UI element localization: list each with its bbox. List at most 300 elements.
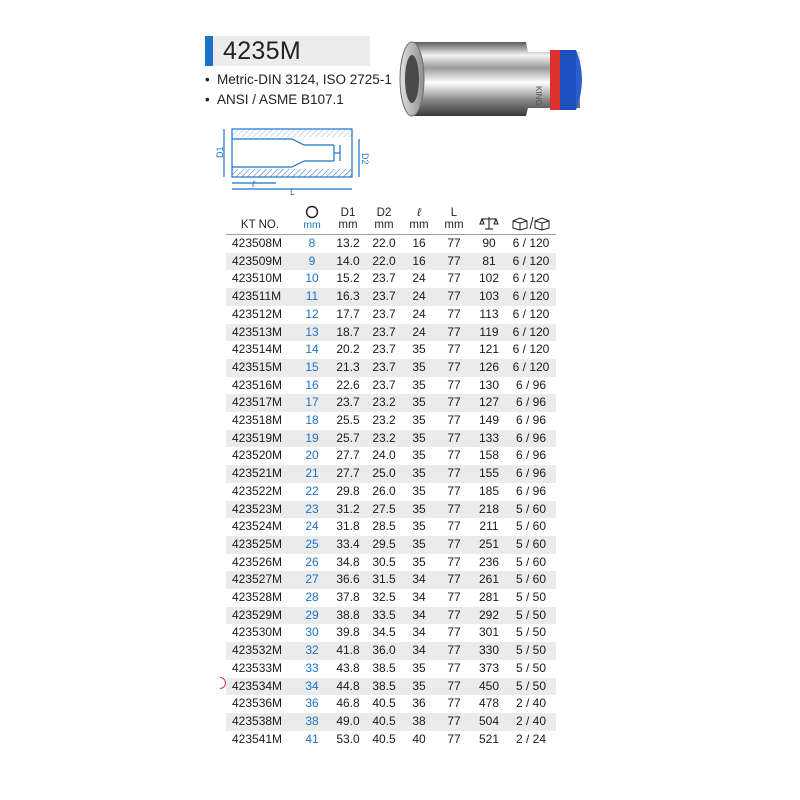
cell-l: 77 [436,642,472,660]
cell-l-small: 16 [412,236,426,250]
cell-kt-no: 423525M [226,536,294,554]
cell-weight: 185 [478,483,500,498]
cell-size: 8 [308,236,316,250]
cell-d2: 23.2 [366,394,402,412]
header-l-unit: mm [444,219,464,231]
table-row [226,731,556,749]
cell-size: 9 [294,253,330,271]
cell-kt-no: 423509M [226,253,294,271]
cell-d1: 34.8 [336,554,360,569]
header-d1-unit: mm [338,219,358,231]
cell-d1: 21.3 [330,359,366,377]
cell-weight: 211 [479,519,499,534]
cell-d1: 39.8 [336,625,360,640]
header-d2 [366,203,402,235]
cell-weight: 281 [478,590,500,605]
table-row [226,324,556,342]
cell-d2: 31.5 [366,571,402,589]
spec-text-1: Metric-DIN 3124, ISO 2725-1 [217,72,392,87]
cell-weight: 130 [478,377,500,392]
cell-l: 77 [447,306,461,321]
drawing-l-small-label: ℓ [252,179,255,189]
cell-d2: 27.5 [366,501,402,519]
cell-size: 34 [294,678,330,696]
drawing-l-label: L [290,187,296,195]
cell-l: 77 [447,590,461,605]
cell-size: 23 [294,501,330,519]
cell-weight: 126 [472,359,506,377]
cell-packing: 6 / 120 [506,288,556,306]
product-title: 4235M [223,37,301,65]
cell-packing: 5 / 60 [506,571,556,589]
cell-weight: 133 [472,430,506,448]
header-d2-unit: mm [374,219,394,231]
cell-d1: 15.2 [336,271,360,286]
cell-weight: 301 [478,625,500,640]
cell-packing: 6 / 120 [512,342,550,357]
cell-l-small: 34 [412,625,426,640]
spec-line-2: • ANSI / ASME B107.1 [205,92,344,107]
cell-d2: 30.5 [372,554,396,569]
spec-text-2: ANSI / ASME B107.1 [217,92,344,107]
table-row [226,359,556,377]
socket-circle-icon [305,205,319,219]
cell-weight: 155 [472,465,506,483]
cell-size: 25 [294,536,330,554]
cell-d2: 26.0 [372,483,396,498]
cell-d1: 31.8 [336,519,360,534]
table-row [226,678,556,696]
cell-kt-no: 423516M [232,377,283,392]
cell-d2: 23.7 [366,324,402,342]
cell-packing: 5 / 60 [506,501,556,519]
cell-l: 77 [436,288,472,306]
cell-d2: 38.5 [366,678,402,696]
header-d2-label: D2 [376,207,392,219]
cell-l-small: 35 [412,342,426,357]
cell-kt-no: 423514M [232,342,283,357]
cell-l-small: 36 [412,696,426,711]
table-row [226,554,556,572]
cell-kt-no: 423529M [226,607,294,625]
cell-size: 28 [305,590,319,605]
cell-d2: 36.0 [366,642,402,660]
cell-weight: 103 [472,288,506,306]
cell-size: 10 [305,271,319,286]
header-packing [506,203,556,235]
cell-size: 22 [305,483,319,498]
cell-l: 77 [436,253,472,271]
table-row [226,377,556,395]
cell-weight: 158 [478,448,500,463]
cell-l: 77 [447,660,461,675]
cell-packing: 6 / 120 [512,306,550,321]
cell-l-small: 38 [402,713,436,731]
table-header-row [226,203,556,235]
cell-d2: 23.2 [372,413,396,428]
header-l-small [402,203,436,235]
cell-d2: 28.5 [372,519,396,534]
table-row [226,430,556,448]
cell-l-small: 35 [412,413,426,428]
cell-d2: 33.5 [366,607,402,625]
cell-packing: 6 / 96 [515,413,547,428]
cell-l: 77 [436,394,472,412]
cell-kt-no: 423534M [226,678,294,696]
table-row [226,465,556,483]
product-title-bar [205,36,370,66]
cell-d2: 40.5 [366,713,402,731]
cell-weight: 149 [478,413,500,428]
cell-d2: 23.7 [372,342,396,357]
cell-size: 13 [294,324,330,342]
cell-size: 20 [305,448,319,463]
cell-weight: 119 [472,324,506,342]
cell-size: 11 [294,288,330,306]
cell-l: 77 [447,625,461,640]
cell-size: 38 [294,713,330,731]
cell-kt-no: 423528M [232,590,283,605]
cell-l-small: 34 [402,607,436,625]
cell-d1: 46.8 [336,696,360,711]
spec-line-1: • Metric-DIN 3124, ISO 2725-1 [205,72,392,87]
cell-d2: 29.5 [366,536,402,554]
cell-l: 77 [436,536,472,554]
cell-l-small: 35 [412,377,426,392]
cell-size: 33 [305,660,319,675]
cell-weight: 81 [472,253,506,271]
socket-photo [398,38,593,125]
cell-kt-no: 423527M [226,571,294,589]
cell-l-small: 34 [412,590,426,605]
cell-packing: 6 / 96 [506,394,556,412]
table-row [226,501,556,519]
cell-l-small: 24 [402,288,436,306]
cell-weight: 261 [472,571,506,589]
table-row [226,235,556,253]
header-l [436,203,472,235]
cell-kt-no: 423515M [226,359,294,377]
cell-packing: 5 / 50 [506,607,556,625]
cell-weight: 504 [472,713,506,731]
cell-l-small: 35 [402,501,436,519]
cell-d2: 23.7 [372,271,396,286]
cell-size: 24 [305,519,319,534]
cell-d1: 22.6 [336,377,360,392]
cell-l: 77 [436,571,472,589]
cell-d1: 49.0 [330,713,366,731]
header-kt-no [226,203,294,235]
cell-size: 26 [305,554,319,569]
cell-d1: 31.2 [330,501,366,519]
cell-l-small: 35 [412,519,426,534]
cell-d1: 29.8 [336,483,360,498]
cell-d1: 16.3 [330,288,366,306]
cell-kt-no: 423526M [232,554,283,569]
cell-kt-no: 423524M [232,519,283,534]
cell-d1: 23.7 [330,394,366,412]
cell-d2: 22.0 [366,253,402,271]
cell-d1: 27.7 [330,465,366,483]
header-kt-no-label: KT NO. [240,219,280,231]
cell-d1: 27.7 [336,448,360,463]
cell-d2: 23.7 [372,377,396,392]
cell-d1: 18.7 [330,324,366,342]
drawing-d2-label: D2 [360,153,370,165]
cell-l: 77 [447,271,461,286]
cell-l-small: 35 [402,536,436,554]
header-l-small-label: ℓ [417,207,421,219]
cell-l: 77 [447,377,461,392]
title-accent-bar [205,36,213,66]
cell-d1: 25.5 [336,413,360,428]
cell-l-small: 35 [412,448,426,463]
table-row [226,660,556,678]
cell-size: 29 [294,607,330,625]
cell-l: 77 [447,413,461,428]
cell-l: 77 [436,430,472,448]
cell-weight: 90 [482,236,496,250]
cell-size: 15 [294,359,330,377]
cell-packing: 6 / 120 [506,324,556,342]
cell-d1: 38.8 [330,607,366,625]
cell-kt-no: 423530M [232,625,283,640]
cell-d2: 23.7 [366,288,402,306]
cell-weight: 102 [478,271,500,286]
cell-d2: 24.0 [372,448,396,463]
cell-kt-no: 423538M [226,713,294,731]
table-row [226,447,556,465]
cell-l-small: 34 [402,571,436,589]
cell-l: 77 [447,554,461,569]
cell-packing: 5 / 60 [515,554,547,569]
cell-l-small: 16 [402,253,436,271]
cell-packing: 2 / 40 [515,696,547,711]
cell-kt-no: 423518M [232,413,283,428]
cell-d1: 20.2 [336,342,360,357]
table-row [226,253,556,271]
cell-d1: 17.7 [336,306,360,321]
cell-d2: 32.5 [372,590,396,605]
cell-packing: 5 / 60 [506,536,556,554]
scale-icon [479,215,499,231]
cell-l-small: 40 [412,731,426,746]
cell-l-small: 35 [402,430,436,448]
cell-weight: 113 [479,306,499,321]
cell-l-small: 24 [412,306,426,321]
cell-l: 77 [447,342,461,357]
cell-kt-no: 423510M [232,271,283,286]
cell-kt-no: 423532M [226,642,294,660]
cell-d2: 22.0 [372,236,396,250]
cell-l-small: 35 [412,483,426,498]
cell-d2: 25.0 [366,465,402,483]
cell-packing: 5 / 50 [506,642,556,660]
cell-d2: 23.7 [372,306,396,321]
header-d1-label: D1 [340,207,356,219]
cell-packing: 6 / 96 [506,465,556,483]
cell-kt-no: 423512M [232,306,283,321]
cell-packing: 6 / 120 [512,236,550,250]
cell-size: 14 [305,342,319,357]
cell-size: 19 [294,430,330,448]
header-l-label: L [450,207,458,219]
cell-kt-no: 423511M [226,288,294,306]
cell-size: 30 [305,625,319,640]
cell-kt-no: 423533M [232,660,283,675]
table-row [226,270,556,288]
cell-weight: 330 [472,642,506,660]
table-row [226,536,556,554]
cell-packing: 2 / 24 [515,731,547,746]
cell-l: 77 [436,465,472,483]
cell-d1: 33.4 [330,536,366,554]
cell-l-small: 35 [412,660,426,675]
cell-size: 16 [305,377,319,392]
cell-l-small: 34 [402,642,436,660]
cell-size: 12 [305,306,319,321]
table-row [226,607,556,625]
cell-l: 77 [436,359,472,377]
cell-d1: 25.7 [330,430,366,448]
cell-kt-no: 423521M [226,465,294,483]
cell-packing: 2 / 40 [506,713,556,731]
table-row [226,483,556,501]
cell-d1: 13.2 [336,236,360,250]
cell-kt-no: 423522M [232,483,283,498]
cell-d2: 23.2 [366,430,402,448]
cell-d1: 14.0 [330,253,366,271]
cell-size: 41 [305,731,319,746]
cell-packing: 6 / 96 [515,448,547,463]
table-row [226,695,556,713]
cell-d2: 23.7 [366,359,402,377]
cell-weight: 218 [472,501,506,519]
cell-size: 17 [294,394,330,412]
cell-d1: 53.0 [336,731,360,746]
cell-d1: 41.8 [330,642,366,660]
specification-table-wrap [226,203,556,748]
cell-size: 36 [305,696,319,711]
cell-packing: 5 / 50 [506,678,556,696]
cell-l: 77 [436,501,472,519]
cell-l-small: 35 [412,554,426,569]
table-row [226,306,556,324]
table-row [226,518,556,536]
cell-packing: 5 / 50 [515,660,547,675]
cell-d1: 36.6 [330,571,366,589]
cell-weight: 121 [478,342,500,357]
cell-d2: 34.5 [372,625,396,640]
header-d1 [330,203,366,235]
specification-table-body [226,235,556,749]
cell-d1: 44.8 [330,678,366,696]
cell-d1: 37.8 [336,590,360,605]
header-size-unit: mm [303,219,321,231]
cell-l: 77 [447,696,461,711]
cell-weight: 373 [478,660,500,675]
cell-l-small: 24 [402,324,436,342]
cell-weight: 236 [478,554,500,569]
cell-l: 77 [447,483,461,498]
cell-packing: 6 / 96 [515,377,547,392]
table-row [226,642,556,660]
cell-size: 21 [294,465,330,483]
table-row [226,412,556,430]
cell-kt-no: 423519M [226,430,294,448]
table-row [226,341,556,359]
box-carton-icon [511,215,551,231]
cell-l-small: 24 [412,271,426,286]
cell-weight: 251 [472,536,506,554]
cell-kt-no: 423508M [232,236,283,250]
cell-kt-no: 423513M [226,324,294,342]
cell-packing: 6 / 120 [506,253,556,271]
cell-l: 77 [436,607,472,625]
socket-dimension-drawing [214,125,374,200]
cell-weight: 521 [478,731,500,746]
cell-l-small: 35 [402,465,436,483]
drawing-d1-label: D1 [215,146,225,158]
table-row [226,394,556,412]
table-row [226,624,556,642]
cell-kt-no: 423523M [226,501,294,519]
cell-packing: 6 / 120 [506,359,556,377]
cell-d2: 40.5 [372,731,396,746]
cell-l: 77 [447,519,461,534]
cell-weight: 478 [478,696,500,711]
header-size [294,203,330,235]
cell-packing: 5 / 50 [515,590,547,605]
cell-l-small: 35 [402,359,436,377]
cell-packing: 5 / 50 [515,625,547,640]
cell-packing: 5 / 60 [515,519,547,534]
cell-l: 77 [436,678,472,696]
cell-size: 27 [294,571,330,589]
cell-weight: 450 [472,678,506,696]
cell-l: 77 [436,713,472,731]
cell-weight: 127 [472,394,506,412]
cell-l-small: 35 [402,678,436,696]
cell-l: 77 [447,236,461,250]
cell-packing: 6 / 96 [515,483,547,498]
cell-size: 18 [305,413,319,428]
cell-weight: 292 [472,607,506,625]
cell-d1: 43.8 [336,660,360,675]
specification-table [226,203,556,748]
cell-d2: 40.5 [372,696,396,711]
cell-packing: 6 / 96 [506,430,556,448]
cell-l: 77 [447,448,461,463]
header-l-small-unit: mm [409,219,429,231]
cell-kt-no: 423520M [232,448,283,463]
cell-l: 77 [447,731,461,746]
cell-size: 32 [294,642,330,660]
cell-l-small: 35 [402,394,436,412]
cell-kt-no: 423536M [232,696,283,711]
table-row [226,571,556,589]
cell-d2: 38.5 [372,660,396,675]
svg-text:KING: KING [534,86,543,106]
header-weight [472,203,506,235]
cell-kt-no: 423541M [232,731,283,746]
cell-kt-no: 423517M [226,394,294,412]
table-row [226,713,556,731]
cell-packing: 6 / 120 [512,271,550,286]
table-row [226,288,556,306]
table-row [226,589,556,607]
cell-l: 77 [436,324,472,342]
